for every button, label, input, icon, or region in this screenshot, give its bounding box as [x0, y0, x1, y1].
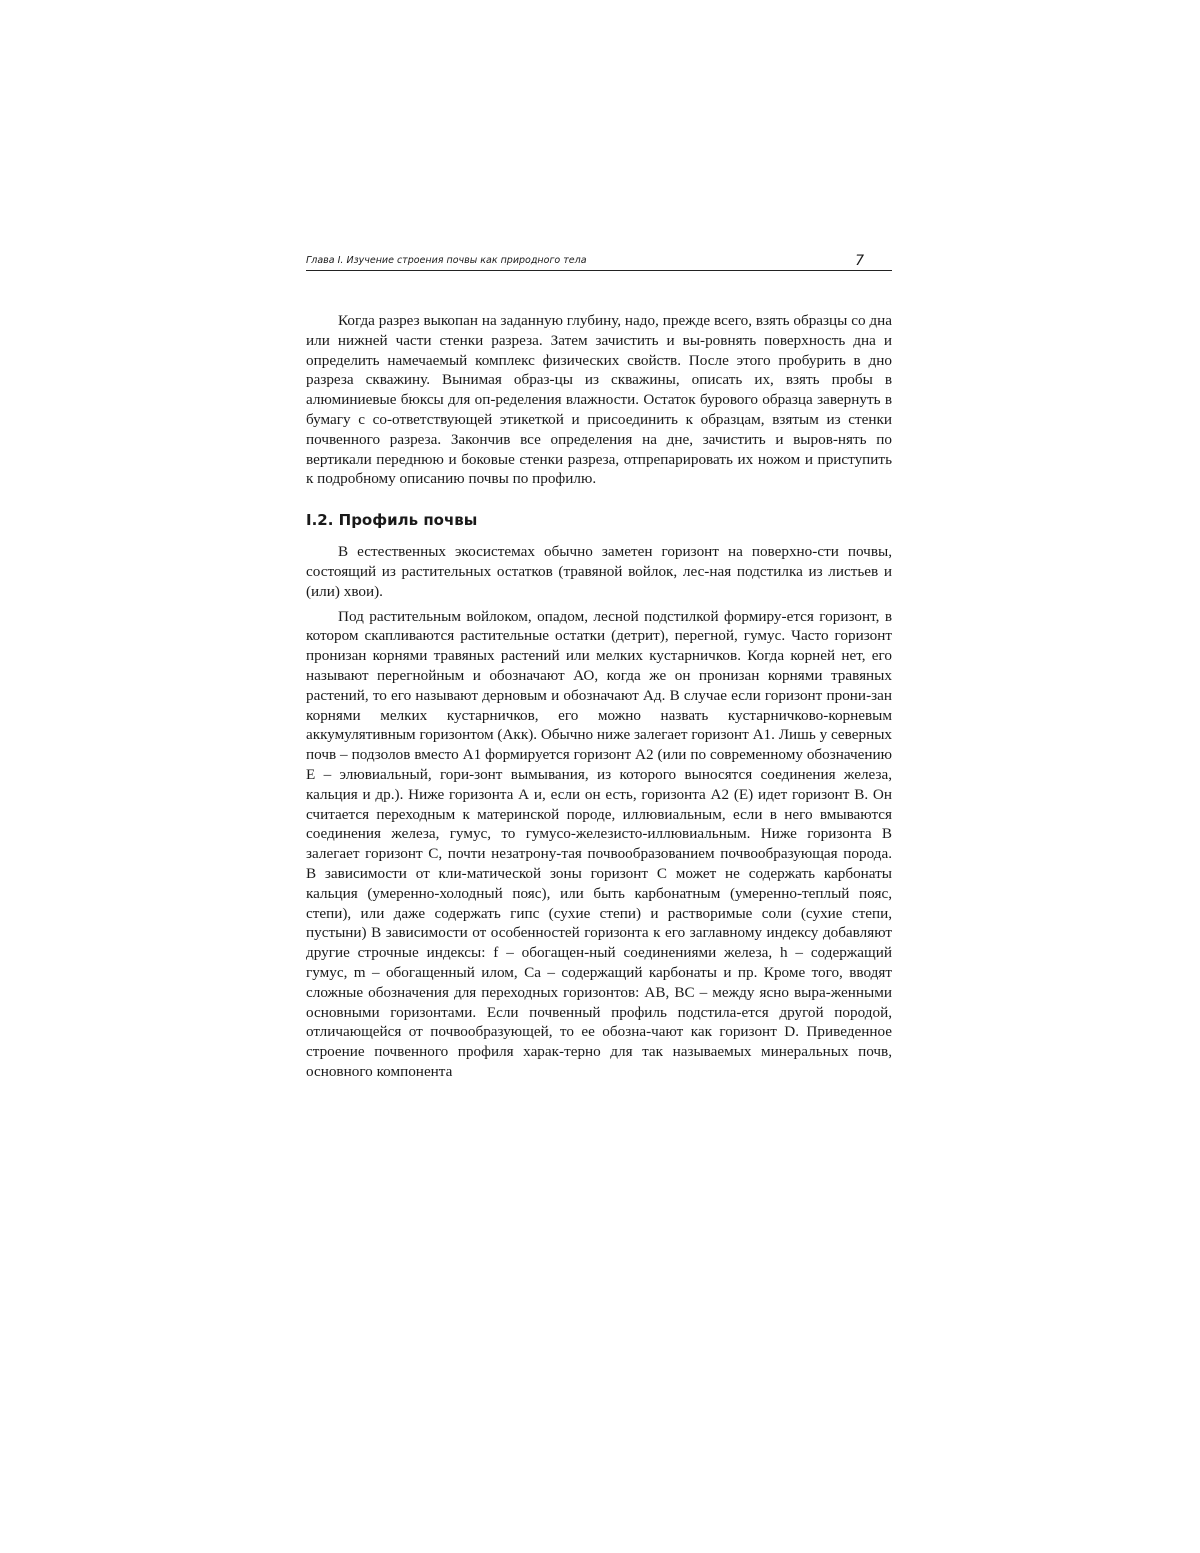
section-heading: I.2. Профиль почвы — [306, 511, 478, 530]
book-page — [306, 252, 892, 1082]
section-paragraph-1: В естественных экосистемах обычно заметен горизонт на поверхно-сти почвы, состоящий из растительных остатков (травяной войлок, лес-ная подстилка из листьев и (или) хвои). — [306, 543, 892, 600]
page-number: 7 — [855, 253, 864, 269]
chapter-title: Глава I. Изучение строения почвы как природного тела — [306, 255, 587, 266]
section-paragraph-2: Под растительным войлоком, опадом, лесной подстилкой формиру-ется горизонт, в котором скапливаются растительные остатки (детрит), перегной, гумус. Часто горизонт пронизан корнями травяных растений или мелких кустарничков. Когда корней нет, его называют перегнойным и обозначают АО, когда же он пронизан корнями травяных растений, то его называют дерновым и обозначают Ад. В случае если горизонт прони-зан корнями мелких кустарничков, его можно назвать кустарничково-корневым аккумулятивным горизонтом (Акк). Обычно ниже залегает горизонт А1. Лишь у северных почв – подзолов вместо А1 формируется горизонт А2 (или по современному обозначению Е – элювиальный, гори-зонт вымывания, из которого выносятся соединения железа, кальция и др.). Ниже горизонта А и, если он есть, горизонта А2 (Е) идет горизонт В. Он считается переходным к материнской породе, иллювиальным, если в него вмываются соединения железа, гумус, то гумусо-железисто-иллювиальным. Ниже горизонта В залегает горизонт С, почти незатрону-тая почвообразованием почвообразующая порода. В зависимости от кли-матической зоны горизонт С может не содержать карбонаты кальция (умеренно-холодный пояс), или быть карбонатным (умеренно-теплый пояс, степи), или даже содержать гипс (сухие степи) и растворимые соли (сухие степи, пустыни) В зависимости от особенностей горизонта к его заглавному индексу добавляют другие строчные индексы: f – обогащен-ный соединениями железа, h – содержащий гумус, m – обогащенный илом, Ca – содержащий карбонаты и пр. Кроме того, вводят сложные обозначения для переходных горизонтов: АВ, ВС – между ясно выра-женными основными горизонтами. Если почвенный профиль подстила-ется другой породой, отличающейся от почвообразующей, то ее обозна-чают как горизонт D. Приведенное строение почвенного профиля харак-терно для так называемых минеральных почв, основного компонента — [306, 607, 892, 1080]
running-head — [306, 252, 892, 271]
intro-paragraph: Когда разрез выкопан на заданную глубину, надо, прежде всего, взять образцы со дна или нижней части стенки разреза. Затем зачистить и вы-ровнять поверхность дна и определить намечаемый комплекс физических свойств. После этого пробурить в дно разреза скважину. Вынимая образ-цы из скважины, описать их, взять пробы в алюминиевые бюксы для оп-ределения влажности. Остаток бурового образца завернуть в бумагу с со-ответствующей этикеткой и присоединить к образцам, взятым из стенки почвенного разреза. Закончив все определения на дне, зачистить и выров-нять по вертикали переднюю и боковые стенки разреза, отпрепарировать их ножом и приступить к подробному описанию почвы по профилю. — [306, 312, 892, 488]
page-body — [306, 311, 892, 1082]
